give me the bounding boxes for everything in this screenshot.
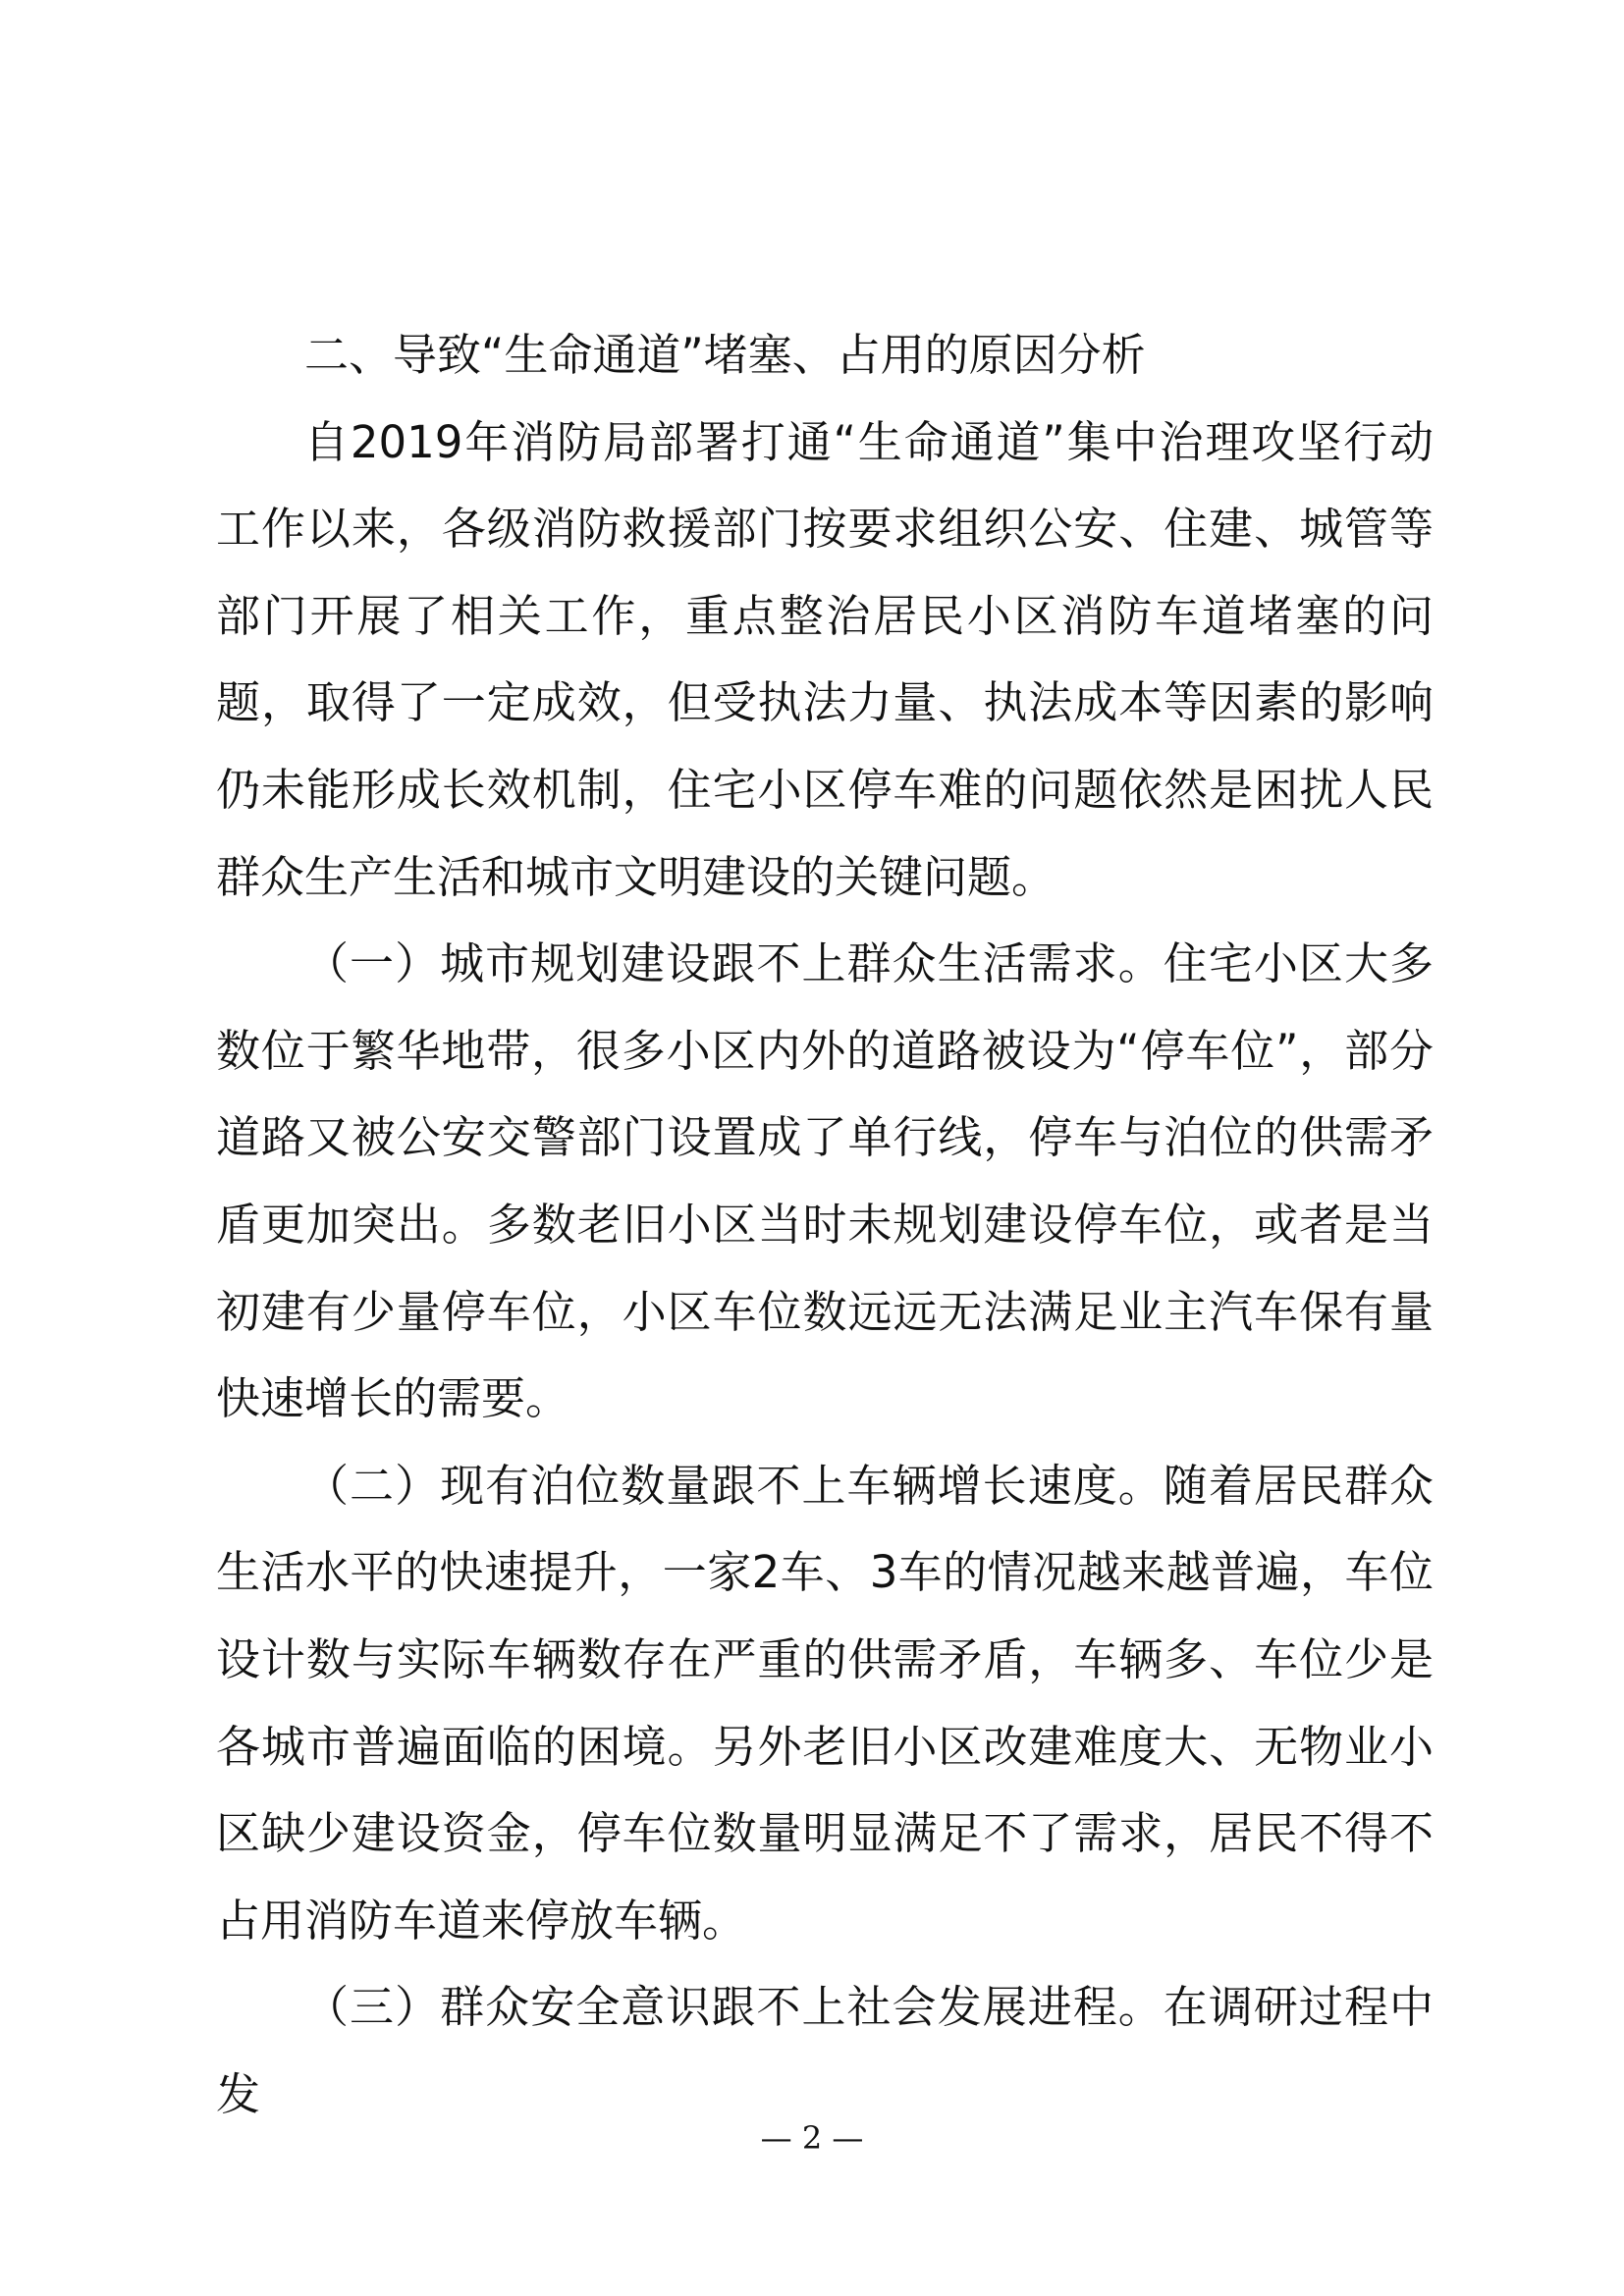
paragraph-intro: 自2019年消防局部署打通“生命通道”集中治理攻坚行动工作以来，各级消防救援部门按要求组织公安、住建、城管等部门开展了相关工作，重点整治居民小区消防车道堵塞的问题，取得了一定成效，但受执法力量、执法成本等因素的影响仍未能形成长效机制，住宅小区停车难的问题依然是困扰人民群众生产生活和城市文明建设的关键问题。 xyxy=(216,415,1434,903)
paragraph-reason-1: （一）城市规划建设跟不上群众生活需求。住宅小区大多数位于繁华地带，很多小区内外的道路被设为“停车位”，部分道路又被公安交警部门设置成了单行线，停车与泊位的供需矛盾更加突出。多数老旧小区当时未规划建设停车位，或者是当初建有少量停车位，小区车位数远远无法满足业主汽车保有量快速增长的需要。 xyxy=(216,937,1434,1425)
document-body xyxy=(216,312,1434,2138)
paragraph-reason-2: （二）现有泊位数量跟不上车辆增长速度。随着居民群众生活水平的快速提升，一家2车、3车的情况越来越普遍，车位设计数与实际车辆数存在严重的供需矛盾，车辆多、车位少是各城市普遍面临的困境。另外老旧小区改建难度大、无物业小区缺少建设资金，停车位数量明显满足不了需求，居民不得不占用消防车道来停放车辆。 xyxy=(216,1459,1434,1947)
page-number: — 2 — xyxy=(760,2119,864,2157)
paragraph-reason-3: （三）群众安全意识跟不上社会发展进程。在调研过程中发 xyxy=(216,1981,1434,2120)
section-heading: 二、导致“生命通道”堵塞、占用的原因分析 xyxy=(304,329,1146,381)
